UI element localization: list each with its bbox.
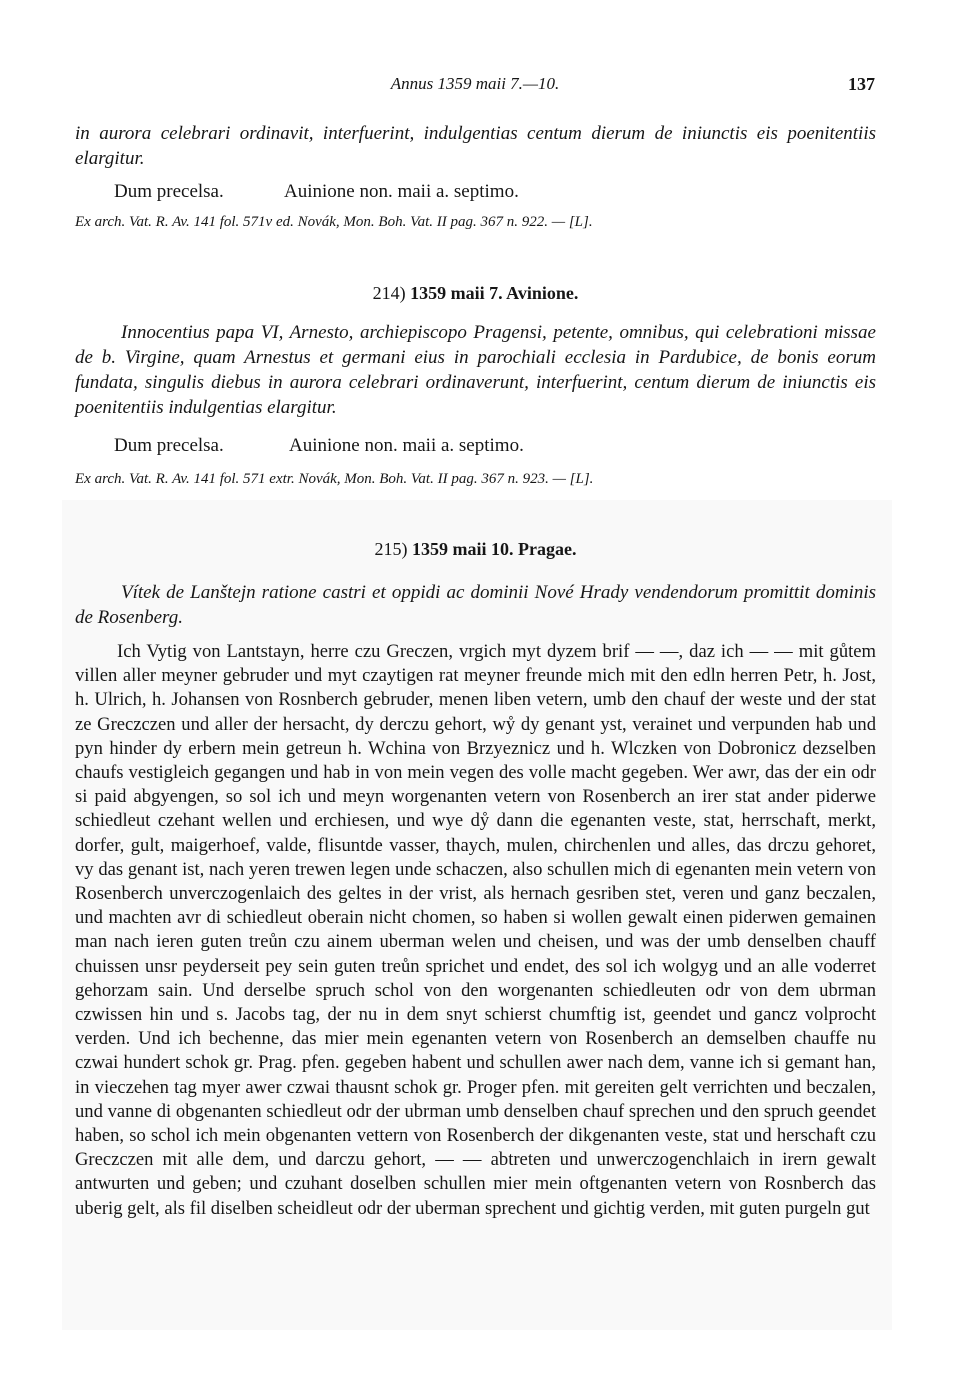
entry-215-number: 215) <box>374 539 408 559</box>
entry-214-summary: Innocentius papa VI, Arnesto, archiepiscopo Pragensi, petente, omnibus, qui celebrationi missae de b. Virgine, quam Arnestus et germani eius in parochiali ecclesia in Pardubice, de bonis eorum fundata, singulis diebus in aurora celebrari ordinaverunt, interfuerint, centum dierum de iniunctis eis poenitentiis indulgentias elargitur. <box>75 322 876 418</box>
entry-215-date: 1359 maii 10. Pragae. <box>412 539 577 559</box>
prev-dating-incipit: Dum precelsa. <box>114 181 224 202</box>
running-head <box>75 74 875 96</box>
entry-215-summary: Vítek de Lanštejn ratione castri et oppidi ac dominii Nové Hrady vendendorum promittit dominis de Rosenberg. <box>75 582 876 628</box>
prev-entry-source: Ex arch. Vat. R. Av. 141 fol. 571v ed. Novák, Mon. Boh. Vat. II pag. 367 n. 922. — [L]. <box>75 214 593 230</box>
running-head-title: Annus 1359 maii 7.—10. <box>390 74 560 93</box>
entry-214-dating-place: Auinione non. maii a. septimo. <box>289 435 524 456</box>
prev-entry-dating <box>75 180 876 204</box>
entry-214-heading <box>75 283 876 304</box>
entry-214-number: 214) <box>372 283 406 303</box>
entry-215-text: Ich Vytig von Lantstayn, herre czu Greczen, vrgich myt dyzem brif — —, daz ich — — mit gůtem villen aller meyner gebruder und myt czaytigen rat meyner freunde mich mit den edln herren Petr, h. Jost, h. Ulrich, h. Johansen von Rosnberch gebruder, menen liben vetern, umb den chauf der weste und der stat ze Greczczen und aller der hersacht, dy derczu gehort, wẙ dy genant yst, verainet und verpunden hab und pyn hinder dy erbern mein getreun h. Wchina von Brzyeznicz und h. Wlczken von Dobronicz dezselben chaufs vestigleich gegangen und hab in von mein vegen des volle macht gegeben. Wer awr, das der ein odr si paid abgyengen, so sol ich und meyn worgenanten vetern von Rosenberch an irer stat ander piderwe schiedleut czehant wellen und erchiesen, und wye dẙ dann die egenanten veste, stat, herrschaft, merkt, dorfer, gult, maigerhoef, valde, flisuntde vasser, thaych, mulen, chirchenlen und alles, das drczu gehoret, vy das genant ist, nach yeren trewen legen unde schaczen, also schullen mich di egenanten mein vetern von Rosenberch unverczogenlaich des geltes in der vrist, als hernach gesriben stet, veren und ganz beczalen, und machten avr di schiedleut oberain nicht chomen, so haben si wollen gewalt einen piderwen gemainen man nach ieren guten treůn czu ainem uberman welen und cheisen, und was der umb denselben chauff chuissen unsr peyderseit pey sein guten treůn sprichet und endet, des sol ich wolgyg und an alle voderret gehorzam sain. Und derselbe spruch schol von den worgenanten schiedleuten odr von dem ubrman czwissen hin und s. Jacobs tag, der nu in dem snyt schierst chumftig ist, geendet und gancz volprocht verden. Und ich bechenne, das mier mein egenanten vetern von Rosenberch an demselben chauffe nu czwai hundert schok gr. Prag. pfen. gegeben habent und schullen awer nach dem, vanne ich si gemant han, in vieczehen tag myer awer czwai thausnt schok gr. Proger pfen. mit gereiten gelt verrichten und beczalen, und vanne di obgenanten schiedleut odr der ubrman umb denselben chauf sprechen und den spruch geendet haben, so schol ich mein obgenanten vettern von Rosenberch der dikgenanten veste, stat und herschaft czu Greczczen mit alle dem, und darczu gehort, — — abtreten und unwerczogenchlaich in irern gewalt antwurten und geben; und czuhant doselben schullen mier mein oftgenanten vetern von Rosnberch das uberig gelt, als fil diselben scheidleut odr der uberman sprechent und gichtig verden, mit guten purgeln gut <box>75 641 876 1219</box>
page-number: 137 <box>848 74 875 94</box>
entry-214-dating <box>75 434 876 458</box>
prev-entry-summary: in aurora celebrari ordinavit, interfuerint, indulgentias centum dierum de iniunctis eis poenitentiis elargitur. <box>75 123 876 169</box>
entry-214-dating-incipit: Dum precelsa. <box>114 435 224 456</box>
entry-215-heading <box>75 539 876 560</box>
entry-214-date: 1359 maii 7. Avinione. <box>410 283 579 303</box>
entry-214-source: Ex arch. Vat. R. Av. 141 fol. 571 extr. Novák, Mon. Boh. Vat. II pag. 367 n. 923. — [L]. <box>75 471 594 487</box>
prev-dating-place: Auinione non. maii a. septimo. <box>284 181 519 202</box>
